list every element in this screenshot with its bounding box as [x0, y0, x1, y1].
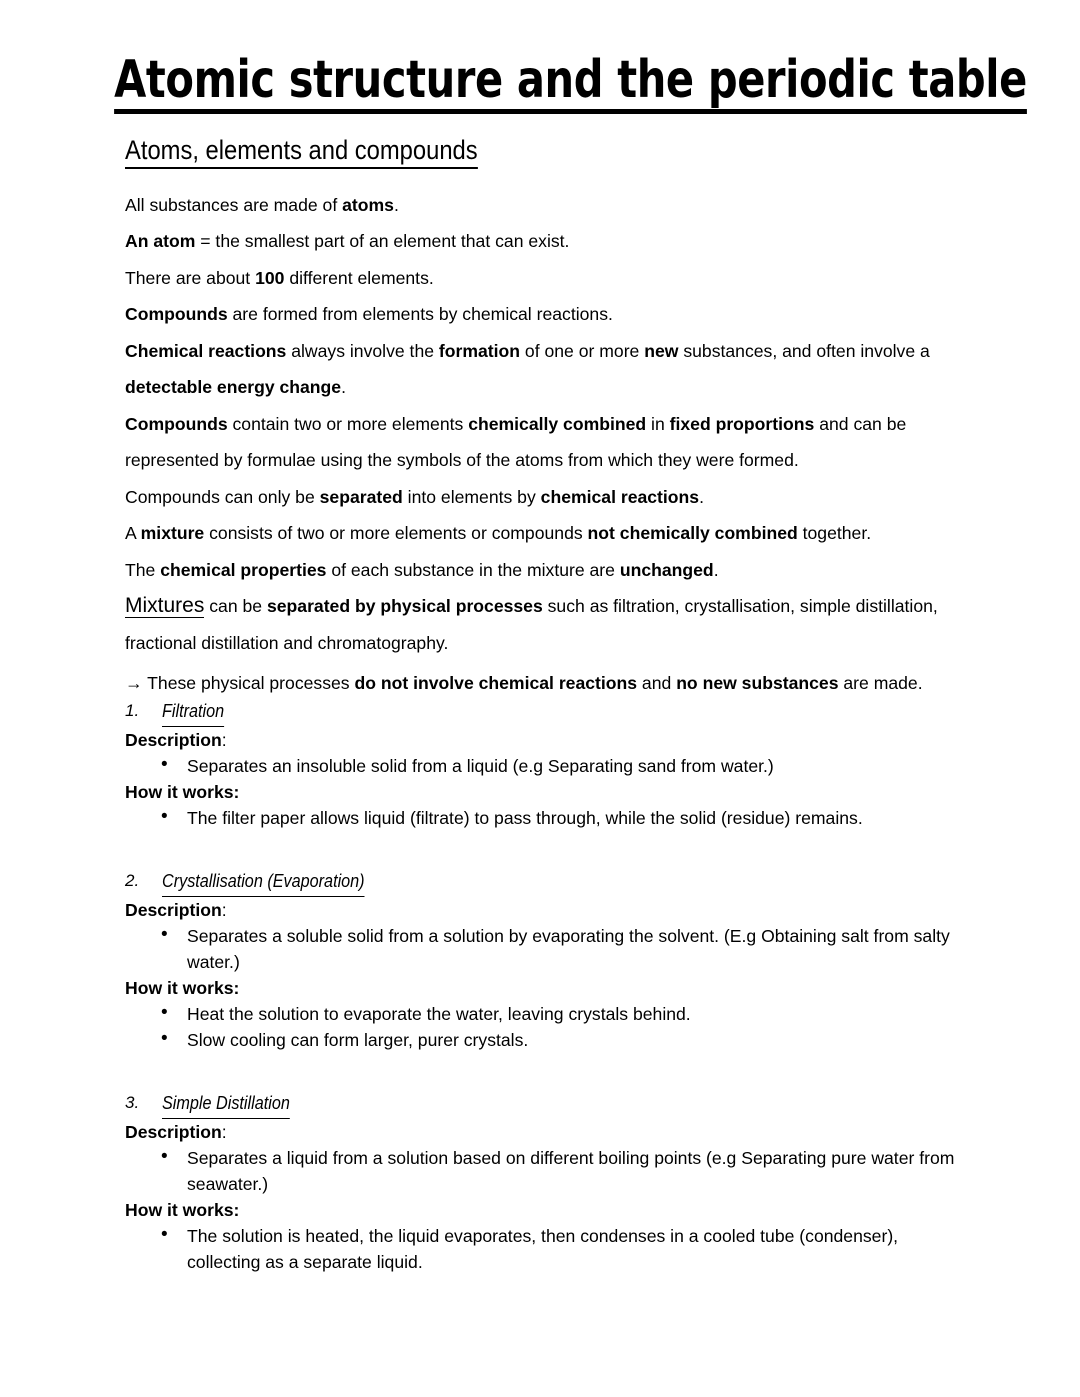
mixtures-rest	[125, 596, 938, 653]
plain-text: .	[341, 377, 346, 398]
paragraph	[125, 552, 960, 589]
emphasis-text: atoms	[342, 194, 394, 215]
list-item: • The solution is heated, the liquid evaporates, then condenses in a cooled tube (condenser), collecting as a separate liquid.	[125, 1223, 960, 1275]
plain-text: .	[393, 194, 399, 215]
emphasis-text: not chemically combined	[587, 523, 798, 544]
emphasis-text: Chemical reactions	[125, 340, 287, 361]
plain-text: Compounds can only be	[125, 486, 320, 507]
section-spacer	[125, 1053, 960, 1088]
plain-text: consists of two or more elements or compounds	[204, 523, 588, 544]
paragraph	[125, 515, 960, 552]
method-name: Simple Distillation	[162, 1088, 290, 1119]
plain-text: into elements by	[402, 486, 541, 507]
plain-text: and can be represented by formulae using the symbols of the atoms from which they were formed.	[125, 413, 907, 471]
section-heading-text: Atoms, elements and compounds	[125, 136, 478, 169]
plain-text: are made.	[838, 673, 923, 694]
emphasis-text: mixture	[140, 523, 205, 544]
method-number: 3.	[125, 1093, 140, 1113]
method-name: Crystallisation (Evaporation)	[162, 866, 365, 897]
plain-text: = the smallest part of an element that can exist.	[195, 231, 570, 252]
description-bullets	[125, 923, 960, 975]
plain-text: different elements.	[284, 267, 434, 288]
plain-text: are formed from elements by chemical reactions.	[227, 304, 613, 325]
plain-text: All substances are made of	[125, 194, 343, 215]
emphasis-text: chemical properties	[160, 559, 327, 580]
emphasis-text: An atom	[125, 231, 196, 252]
plain-text: such as filtration, crystallisation, simple distillation, fractional distillation and chromatography.	[125, 596, 938, 653]
how-it-works-label: How it works:	[125, 1200, 240, 1221]
description-label	[125, 1119, 960, 1145]
arrow-note	[125, 661, 960, 696]
emphasis-text: Compounds	[125, 413, 228, 434]
plain-text: of one or more	[520, 340, 645, 361]
how-it-works-bullets	[125, 805, 960, 831]
emphasis-text: chemical reactions	[540, 486, 700, 507]
description-label-text: Description	[125, 1122, 222, 1143]
description-label-colon: :	[221, 1122, 227, 1143]
paragraph	[125, 187, 960, 224]
section-spacer	[125, 831, 960, 866]
emphasis-text: no new substances	[676, 673, 839, 694]
plain-text: .	[713, 559, 719, 580]
description-label	[125, 727, 960, 753]
mixtures-keyword: Mixtures	[125, 594, 205, 618]
separation-methods-list	[0, 696, 1080, 1275]
plain-text: contain two or more elements	[227, 413, 469, 434]
paragraph-list	[125, 187, 960, 589]
description-label-text: Description	[125, 900, 222, 921]
how-it-works-bullets	[125, 1001, 960, 1053]
mixtures-paragraph	[125, 588, 960, 661]
list-item: • The filter paper allows liquid (filtrate) to pass through, while the solid (residue) remains.	[125, 805, 960, 831]
description-bullets	[125, 1145, 960, 1197]
arrow-note-text	[143, 673, 923, 693]
description-label-colon: :	[221, 730, 227, 751]
emphasis-text: 100	[255, 267, 285, 288]
page-title	[0, 0, 1080, 114]
emphasis-text: detectable energy change	[125, 377, 342, 398]
plain-text: always involve the	[286, 340, 439, 361]
method-heading	[125, 1088, 960, 1119]
plain-text: in	[646, 413, 670, 434]
method-number: 2.	[125, 871, 140, 891]
description-label	[125, 897, 960, 923]
sections-container	[125, 696, 960, 1275]
emphasis-text: do not involve chemical reactions	[354, 673, 638, 694]
arrow-icon: →	[125, 673, 143, 694]
list-item: • Separates a liquid from a solution based on different boiling points (e.g Separating pure water from seawater.)	[125, 1145, 960, 1197]
how-it-works-bullets	[125, 1223, 960, 1275]
emphasis-text: separated by physical processes	[266, 596, 543, 617]
method-heading	[125, 696, 960, 727]
page-title-text: Atomic structure and the periodic table	[114, 54, 1027, 114]
emphasis-text: Compounds	[125, 304, 228, 325]
emphasis-text: new	[644, 340, 679, 361]
list-item: • Slow cooling can form larger, purer crystals.	[125, 1027, 960, 1053]
plain-text: substances, and often involve a	[678, 340, 930, 361]
plain-text: and	[637, 673, 677, 694]
emphasis-text: fixed proportions	[669, 413, 815, 434]
plain-text: A	[125, 523, 141, 544]
list-item: • Heat the solution to evaporate the water, leaving crystals behind.	[125, 1001, 960, 1027]
emphasis-text: formation	[438, 340, 521, 361]
list-item: • Separates an insoluble solid from a liquid (e.g Separating sand from water.)	[125, 753, 960, 779]
plain-text: of each substance in the mixture are	[326, 559, 620, 580]
method-heading	[125, 866, 960, 897]
paragraph	[125, 223, 960, 260]
plain-text: .	[699, 486, 704, 507]
paragraph	[125, 406, 960, 479]
plain-text: together.	[797, 523, 872, 544]
emphasis-text: unchanged	[619, 559, 714, 580]
emphasis-text: chemically combined	[468, 413, 647, 434]
how-it-works-label: How it works:	[125, 782, 240, 803]
paragraph	[125, 333, 960, 406]
list-item: • Separates a soluble solid from a solution by evaporating the solvent. (E.g Obtaining salt from salty water.)	[125, 923, 960, 975]
description-label-text: Description	[125, 730, 222, 751]
description-label-colon: :	[221, 900, 227, 921]
paragraph	[125, 260, 960, 297]
plain-text: can be	[204, 596, 267, 617]
description-bullets	[125, 753, 960, 779]
how-it-works-label: How it works:	[125, 978, 240, 999]
paragraph	[125, 479, 960, 516]
plain-text: The	[125, 559, 161, 580]
paragraph	[125, 296, 960, 333]
emphasis-text: separated	[319, 486, 403, 507]
method-number: 1.	[125, 701, 140, 721]
plain-text: There are about	[125, 267, 256, 288]
method-name: Filtration	[162, 696, 224, 727]
plain-text: These physical processes	[142, 673, 355, 694]
section-heading	[0, 114, 1080, 169]
body-paragraphs	[0, 169, 1080, 697]
